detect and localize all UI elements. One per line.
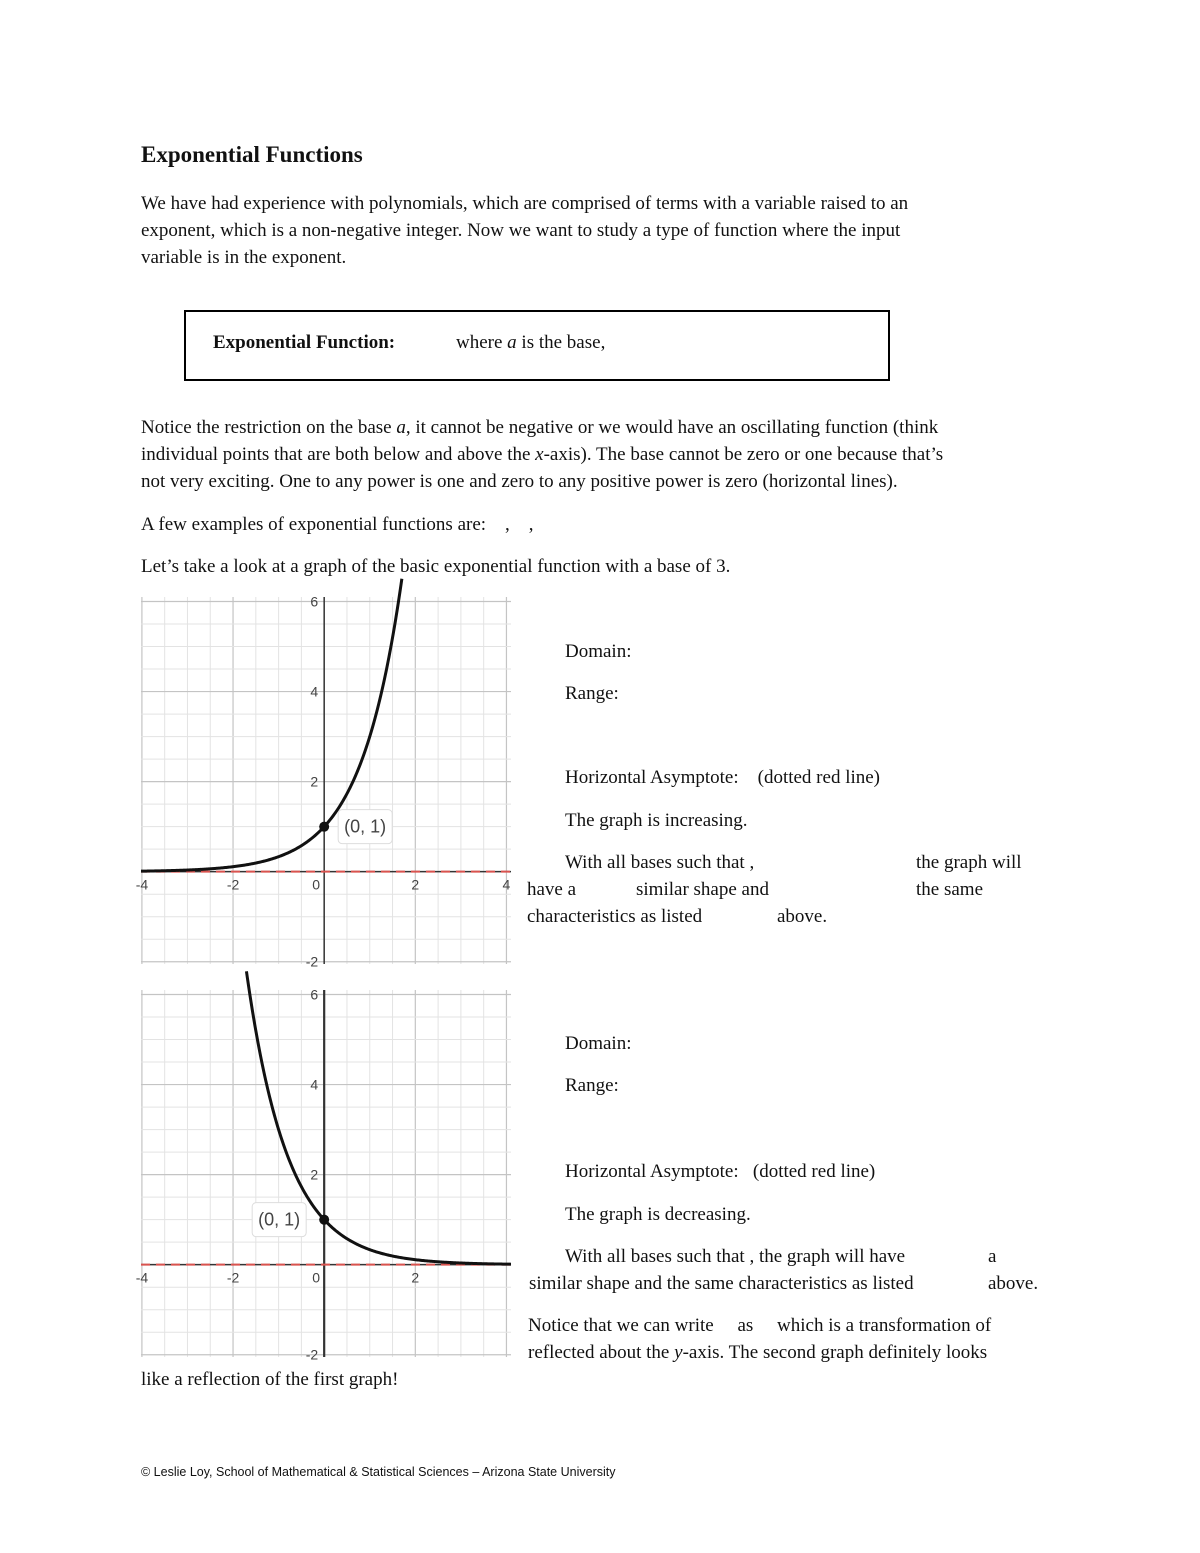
- y-tick-label: 2: [310, 1166, 319, 1183]
- examples-line: A few examples of exponential functions are: , ,: [141, 514, 534, 535]
- domain-label: Domain:: [565, 641, 632, 662]
- bases-text: characteristics as listed: [527, 906, 703, 927]
- point-label: (0, 1): [344, 816, 387, 837]
- bases-text: above.: [777, 906, 828, 927]
- notice-line: Notice the restriction on the base a, it cannot be negative or we would have an oscillating function (think: [141, 417, 939, 438]
- graph-exponential-increasing: [135, 593, 511, 970]
- point-label: (0, 1): [258, 1209, 301, 1230]
- y-tick-label: 2: [310, 773, 319, 790]
- closing-line: like a reflection of the first graph!: [141, 1369, 399, 1390]
- range-label: Range:: [565, 1075, 619, 1096]
- y-tick-label: 4: [310, 683, 319, 700]
- range-label: Range:: [565, 683, 619, 704]
- closing-line: reflected about the y-axis. The second graph definitely looks: [528, 1342, 988, 1363]
- bases-text: With all bases such that , the graph will have: [565, 1246, 906, 1267]
- x-tick-label: -2: [226, 876, 240, 893]
- definition-text: where a is the base,: [456, 332, 606, 353]
- intro-line: We have had experience with polynomials, which are comprised of terms with a variable raised to an: [141, 193, 909, 214]
- x-tick-label: -2: [226, 1269, 240, 1286]
- bases-text: similar shape and: [636, 879, 769, 900]
- footer-copyright: © Leslie Loy, School of Mathematical & Statistical Sciences – Arizona State University: [141, 1465, 616, 1479]
- x-tick-label: -4: [135, 1269, 149, 1286]
- y-tick-label: 6: [310, 986, 319, 1003]
- bases-text: similar shape and the same characteristics as listed: [529, 1273, 914, 1294]
- x-tick-label: 0: [312, 876, 321, 893]
- y-tick-label: 4: [310, 1076, 319, 1093]
- domain-label: Domain:: [565, 1033, 632, 1054]
- definition-box: [184, 310, 890, 381]
- intro-line: exponent, which is a non-negative integer. Now we want to study a type of function where the input: [141, 220, 901, 241]
- notice-line: not very exciting. One to any power is one and zero to any positive power is zero (horizontal lines).: [141, 471, 898, 492]
- behavior-text: The graph is decreasing.: [565, 1204, 751, 1225]
- x-tick-label: 0: [312, 1269, 321, 1286]
- asymptote-label: Horizontal Asymptote: (dotted red line): [565, 767, 881, 788]
- x-tick-label: 2: [411, 876, 420, 893]
- definition-label: Exponential Function:: [213, 332, 396, 353]
- marked-point: [319, 1215, 329, 1225]
- bases-text: above.: [988, 1273, 1039, 1294]
- graph-intro-line: Let’s take a look at a graph of the basic exponential function with a base of 3.: [141, 556, 731, 577]
- bases-text: the graph will: [916, 852, 1022, 873]
- asymptote-label: Horizontal Asymptote: (dotted red line): [565, 1161, 876, 1182]
- x-tick-label: 4: [502, 876, 511, 893]
- notice-line: individual points that are both below and above the x-axis). The base cannot be zero or one because that’s: [141, 444, 944, 465]
- intro-line: variable is in the exponent.: [141, 247, 347, 268]
- graph-exponential-decreasing: [135, 986, 511, 1363]
- bases-text: have a: [527, 879, 577, 900]
- y-tick-label: -2: [305, 953, 319, 970]
- bases-text: a: [988, 1246, 997, 1267]
- bases-text: the same: [916, 879, 984, 900]
- y-tick-label: 6: [310, 593, 319, 610]
- bases-text: With all bases such that ,: [565, 852, 755, 873]
- y-tick-label: -2: [305, 1346, 319, 1363]
- page-title: Exponential Functions: [141, 142, 363, 167]
- x-tick-label: 2: [411, 1269, 420, 1286]
- closing-line: Notice that we can write as which is a transformation of: [528, 1315, 992, 1336]
- x-tick-label: -4: [135, 876, 149, 893]
- marked-point: [319, 822, 329, 832]
- behavior-text: The graph is increasing.: [565, 810, 748, 831]
